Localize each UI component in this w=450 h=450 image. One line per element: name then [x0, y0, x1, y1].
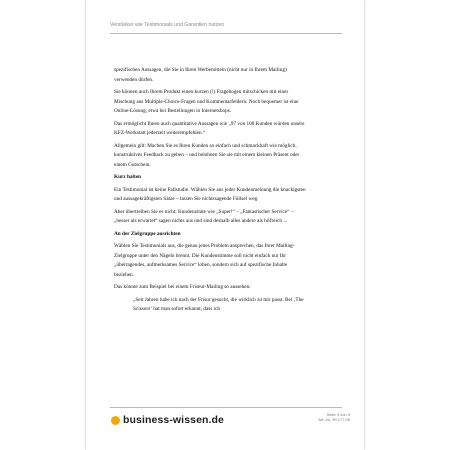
paragraph: spezifischen Aussagen, die Sie in Ihren Werbemitteln (nicht nur in Ihrem Mailing) verwenden dürfen.	[114, 67, 287, 83]
logo-text: business-wissen.de	[123, 414, 225, 426]
paragraph: Wählen Sie Testimonials aus, die genau jenes Problem ansprechen, das Ihrer Mailing-Zielgruppe unter den Nägeln brennt. Die Kundenstimme soll nicht einfach nur Ihr „überragendes, aufmerksames Service“ loben, sondern sich auf spezifische Inhalte beziehen.	[114, 243, 295, 279]
logo-dot-icon	[111, 416, 120, 425]
paragraph: Aber übertreiben Sie es nicht: Kundenzitate wie „Super!“ – „Fantastischer Service“ – „besser als erwartet“ sagen nichts aus und sind deshalb alles andere als hilfreich ...	[114, 208, 294, 225]
page-number: Seite 3 von 9	[326, 412, 350, 417]
document-body	[114, 66, 306, 318]
paragraph: Allgemein gilt: Machen Sie es Ihren Kunden so einfach und schmackhaft wie möglich, konstruktives Feedback zu geben – und belohnen Sie sie mit einem kleinen Präsent oder einem Gutschein.	[114, 142, 300, 169]
document-page	[86, 0, 364, 450]
section-heading: An der Zielgruppe ausrichten	[114, 230, 181, 237]
footer-divider	[110, 407, 342, 408]
page-header-title: Verstärker wie Testimonials und Garantien nutzen	[110, 22, 225, 28]
article-number: Art.-Nr. 99.177.06	[318, 417, 350, 422]
section-heading: Kurz halten	[114, 174, 141, 181]
header-divider	[110, 33, 342, 34]
page-info	[318, 412, 350, 422]
paragraph: Das ermöglicht Ihnen auch quantitative Aussagen wie „97 von 100 Kunden würden unsere KFZ-Werkstatt jederzeit weiterempfehlen.“	[114, 120, 305, 137]
business-wissen-logo	[111, 414, 271, 428]
testimonial-quote: „Seit Jahren habe ich nach der Frisur gesucht, die wirklich zu mir passt. Bei ‚The Scissors‘ hat man sofort erkannt, dass ich	[133, 296, 304, 313]
paragraph: Sie können auch Ihrem Produkt einen kurzen (!) Fragebogen mitschicken mit einer Mischung aus Multiple-Choice-Fragen und Kommentarfeldern. Noch bequemer ist eine Online-Lösung, etwa bei Bestellungen in Internetshops.	[114, 89, 299, 115]
paragraph: Das könnte zum Beispiel bei einem Friseur-Mailing so aussehen:	[114, 284, 251, 291]
paragraph: Ein Testimonial ist keine Fallstudie. Wählen Sie aus jeder Kundenmeinung die knackigsten und aussagekräftigsten Sätze – lassen Sie nichtssagende Füllsel weg.	[114, 186, 306, 203]
